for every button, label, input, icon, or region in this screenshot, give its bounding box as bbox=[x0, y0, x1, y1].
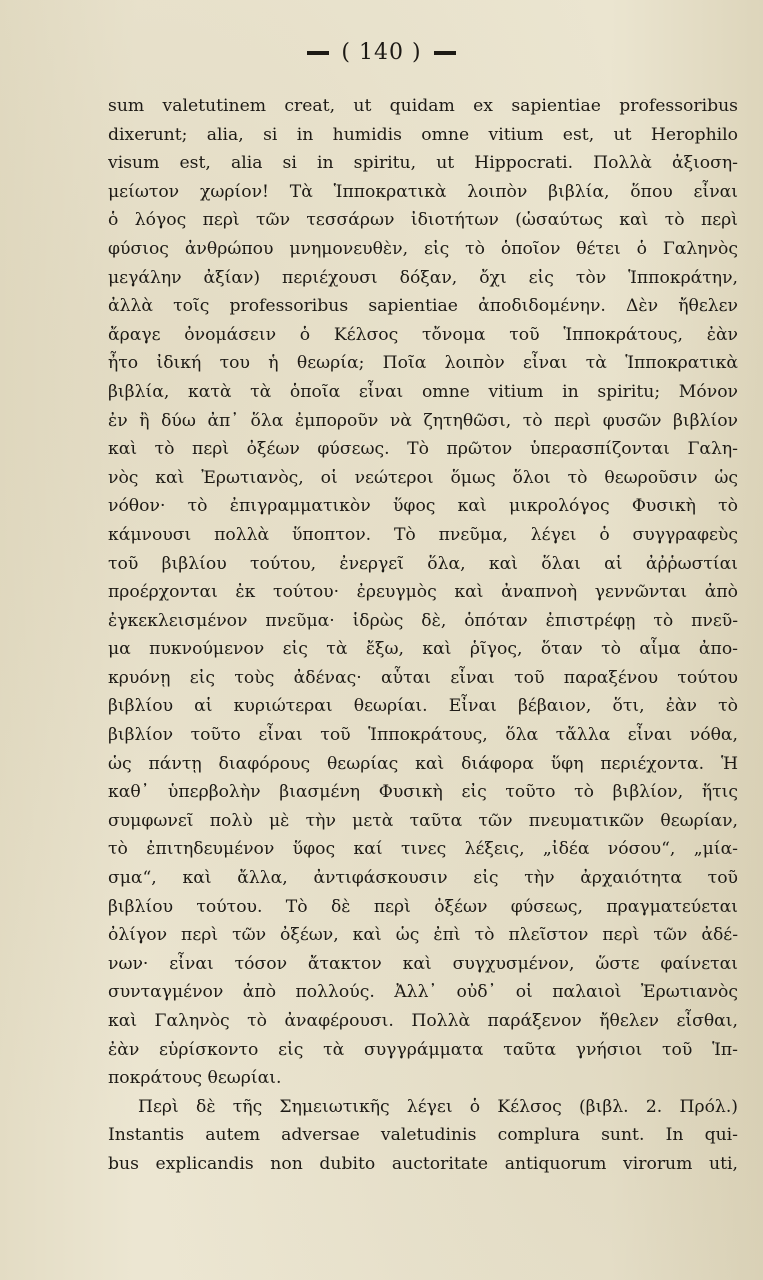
text-line: προέρχονται ἐκ τούτου· ἐρευγμὸς καὶ ἀναπνοὴ γεννῶνται ἀπὸ bbox=[108, 582, 738, 603]
text-line: Περὶ δὲ τῆς Σημειωτικῆς λέγει ὁ Κέλσος (βιβλ. 2. Πρόλ.) bbox=[138, 1096, 738, 1117]
text-line: τοῦ βιβλίου τούτου, ἐνεργεῖ ὅλα, καὶ ὅλαι αἱ ἀῤῥωστίαι bbox=[108, 553, 738, 574]
text-line: sum valetutinem creat, ut quidam ex sapientiae professoribus bbox=[108, 96, 738, 116]
text-line: μεγάλην ἀξίαν) περιέχουσι δόξαν, ὄχι εἰς τὸν Ἱπποκράτην, bbox=[108, 267, 738, 288]
text-line: ὀλίγον περὶ τῶν ὀξέων, καὶ ὡς ἐπὶ τὸ πλεῖστον περὶ τῶν ἀδέ- bbox=[108, 925, 738, 946]
text-line: βιβλία, κατὰ τὰ ὁποῖα εἶναι omne vitium in spiritu; Μόνον bbox=[108, 381, 738, 402]
page-number: ( 140 ) bbox=[341, 40, 422, 65]
text-line: νὸς καὶ Ἐρωτιανὸς, οἱ νεώτεροι ὅμως ὅλοι τὸ θεωροῦσιν ὡς bbox=[108, 467, 738, 488]
text-line: ἦτο ἰδική του ἡ θεωρία; Ποῖα λοιπὸν εἶναι τὰ Ἱπποκρατικὰ bbox=[108, 353, 738, 374]
text-line: ἐγκεκλεισμένον πνεῦμα· ἱδρὼς δὲ, ὁπόταν ἐπιστρέφῃ τὸ πνεῦ- bbox=[108, 610, 738, 631]
page-header bbox=[0, 40, 763, 65]
text-line: ὡς πάντῃ διαφόρους θεωρίας καὶ διάφορα ὕφη περιέχοντα. Ἡ bbox=[108, 753, 738, 774]
text-line: κάμνουσι πολλὰ ὕποπτον. Τὸ πνεῦμα, λέγει ὁ συγγραφεὺς bbox=[108, 524, 738, 545]
text-line: ἐν ἢ δύω ἀπ᾽ ὅλα ἐμποροῦν νὰ ζητηθῶσι, τὸ περὶ φυσῶν βιβλίον bbox=[108, 410, 738, 431]
text-line: visum est, alia si in spiritu, ut Hippocrati. Πολλὰ ἀξιοση- bbox=[108, 153, 738, 174]
text-line: φύσιος ἀνθρώπου μνημονευθὲν, εἰς τὸ ὁποῖον θέτει ὁ Γαληνὸς bbox=[108, 238, 738, 259]
text-line: μα πυκνούμενον εἰς τὰ ἔξω, καὶ ῥῖγος, ὅταν τὸ αἷμα ἀπο- bbox=[108, 639, 738, 660]
text-line: καὶ Γαληνὸς τὸ ἀναφέρουσι. Πολλὰ παράξενον ἤθελεν εἶσθαι, bbox=[108, 1011, 738, 1031]
text-line: ἐὰν εὑρίσκοντο εἰς τὰ συγγράμματα ταῦτα γνήσιοι τοῦ Ἱπ- bbox=[108, 1039, 738, 1060]
text-line: καθ᾽ ὑπερβολὴν βιασμένη Φυσικὴ εἰς τοῦτο τὸ βιβλίον, ἥτις bbox=[108, 782, 738, 803]
header-dash-right bbox=[434, 51, 456, 55]
text-line: ἄραγε ὀνομάσειν ὁ Κέλσος τὄνομα τοῦ Ἱπποκράτους, ἐὰν bbox=[108, 324, 738, 345]
header-dash-left bbox=[307, 51, 329, 55]
text-line: bus explicandis non dubito auctoritate antiquorum virorum uti, bbox=[108, 1153, 738, 1174]
text-line: συμφωνεῖ πολὺ μὲ τὴν μετὰ ταῦτα τῶν πνευματικῶν θεωρίαν, bbox=[108, 810, 738, 831]
text-line: Instantis autem adversae valetudinis complura sunt. In qui- bbox=[108, 1125, 738, 1146]
text-line: βιβλίου τούτου. Τὸ δὲ περὶ ὀξέων φύσεως, πραγματεύεται bbox=[108, 896, 738, 917]
text-line: νόθον· τὸ ἐπιγραμματικὸν ὕφος καὶ μικρολόγος Φυσικὴ τὸ bbox=[108, 496, 738, 517]
text-line: dixerunt; alia, si in humidis omne vitium est, ut Herophilo bbox=[108, 124, 738, 145]
text-line: συνταγμένον ἀπὸ πολλούς. Ἀλλ᾽ οὐδ᾽ οἱ παλαιοὶ Ἐρωτιανὸς bbox=[108, 982, 738, 1003]
text-line: βιβλίου αἱ κυριώτεραι θεωρίαι. Εἶναι βέβαιον, ὅτι, ἐὰν τὸ bbox=[108, 696, 738, 717]
text-line: νων· εἶναι τόσον ἄτακτον καὶ συγχυσμένον, ὥστε φαίνεται bbox=[108, 953, 738, 974]
text-line: ἀλλὰ τοῖς professoribus sapientiae ἀποδιδομένην. Δὲν ἤθελεν bbox=[108, 296, 738, 317]
text-line: σμα“, καὶ ἄλλα, ἀντιφάσκουσιν εἰς τὴν ἀρχαιότητα τοῦ bbox=[108, 868, 738, 889]
text-line: καὶ τὸ περὶ ὀξέων φύσεως. Τὸ πρῶτον ὑπερασπίζονται Γαλη- bbox=[108, 439, 738, 460]
text-line: βιβλίον τοῦτο εἶναι τοῦ Ἱπποκράτους, ὅλα τἄλλα εἶναι νόθα, bbox=[108, 725, 738, 746]
text-line: ὁ λόγος περὶ τῶν τεσσάρων ἰδιοτήτων (ὡσαύτως καὶ τὸ περὶ bbox=[108, 210, 738, 231]
body-text bbox=[108, 92, 738, 1179]
text-line: μείωτον χωρίον! Τὰ Ἱπποκρατικὰ λοιπὸν βιβλία, ὅπου εἶναι bbox=[108, 181, 738, 202]
text-line: τὸ ἐπιτηδευμένον ὕφος καί τινες λέξεις, „ἰδέα νόσου“, „μία- bbox=[108, 839, 738, 860]
text-line: κρυόνῃ εἰς τοὺς ἀδένας· αὗται εἶναι τοῦ παραξένου τούτου bbox=[108, 667, 738, 688]
text-line: ποκράτους θεωρίαι. bbox=[108, 1068, 282, 1089]
